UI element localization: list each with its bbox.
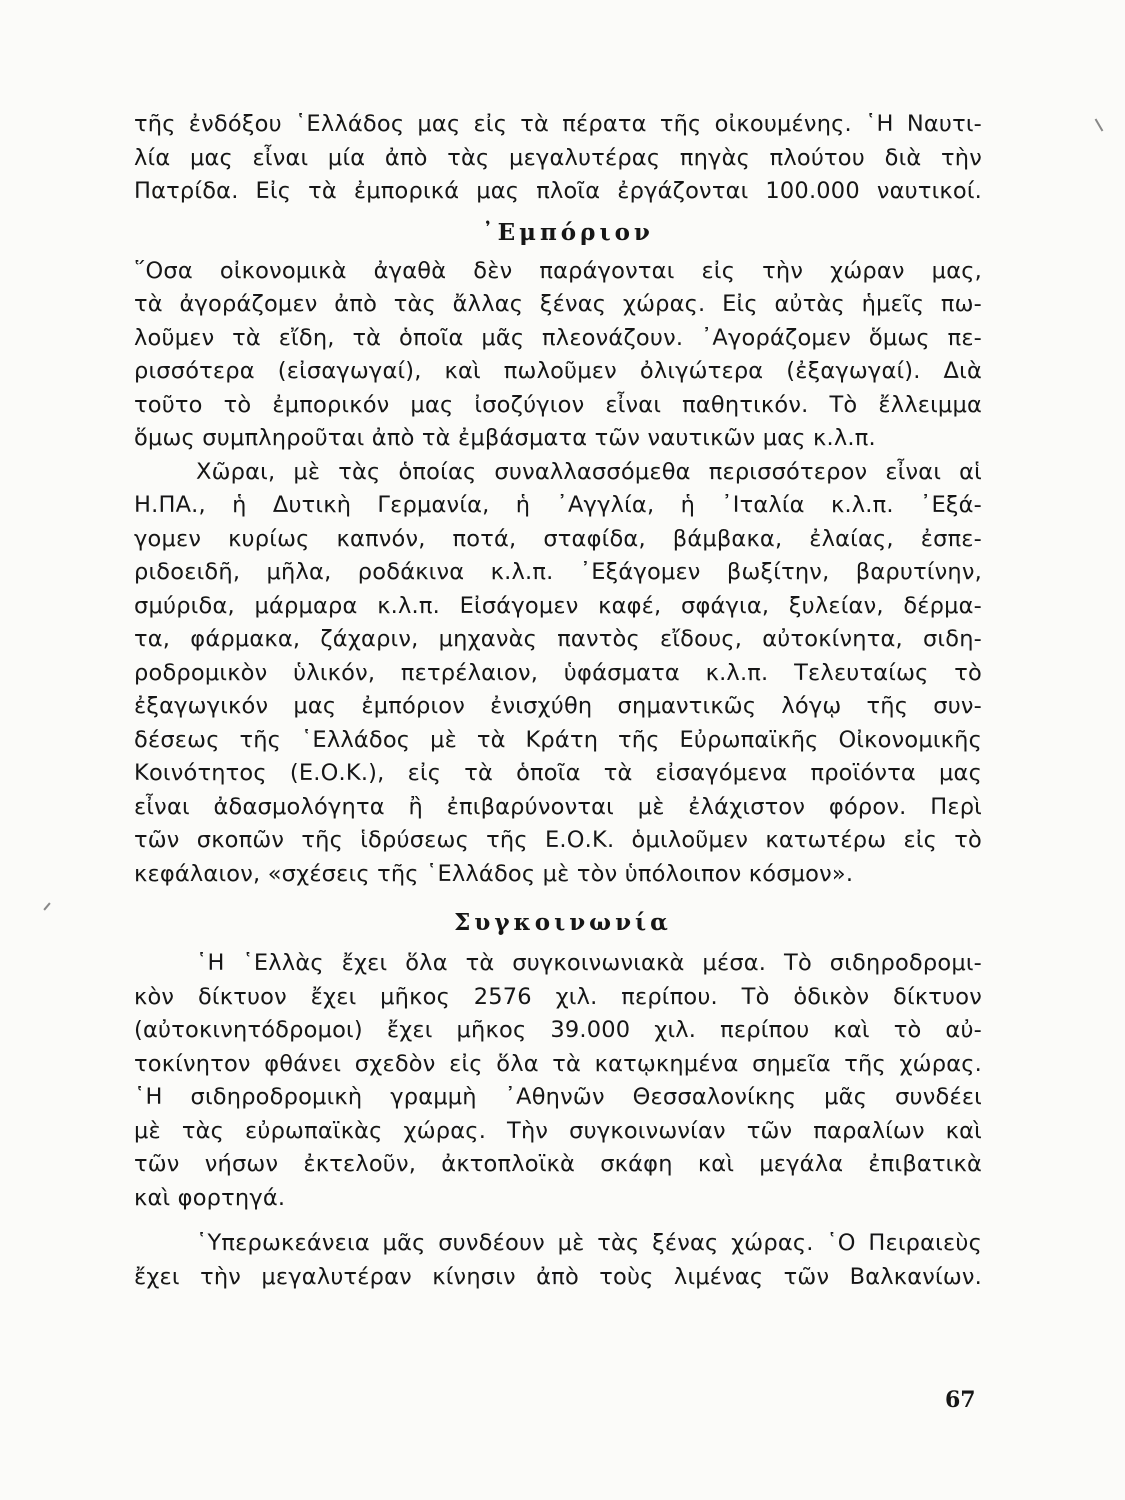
paragraph-shipping — [134, 108, 982, 209]
text-line: σμύριδα, μάρμαρα κ.λ.π. Εἰσάγομεν καφέ, σφάγια, ξυλείαν, δέρμα- — [134, 592, 982, 619]
paragraph-transport-network — [134, 947, 982, 1215]
scan-speck — [1095, 118, 1104, 131]
text-line: τῶν νήσων ἐκτελοῦν, ἀκτοπλοϊκὰ σκάφη καὶ μεγάλα ἐπιβατικὰ — [134, 1151, 982, 1177]
text-line: ρισσότερα (εἰσαγωγαί), καὶ πωλοῦμεν ὀλιγώτερα (ἐξαγωγαί). Διὰ — [134, 358, 982, 384]
scan-speck — [43, 902, 50, 910]
page-body — [134, 108, 982, 1294]
text-line: γομεν κυρίως καπνόν, ποτά, σταφίδα, βάμβακα, ἐλαίας, ἐσπε- — [134, 525, 982, 552]
text-line: ῞Οσα οἰκονομικὰ ἀγαθὰ δὲν παράγονται εἰς τὴν χώραν μας, — [134, 257, 982, 284]
text-line: τοῦτο τὸ ἐμπορικόν μας ἰσοζύγιον εἶναι παθητικόν. Τὸ ἔλλειμμα — [134, 391, 982, 418]
text-line: καὶ φορτηγά. — [134, 1184, 286, 1211]
text-line: τοκίνητον φθάνει σχεδὸν εἰς ὅλα τὰ κατῳκημένα σημεῖα τῆς χώρας. — [134, 1050, 982, 1077]
text-line: ριδοειδῆ, μῆλα, ροδάκινα κ.λ.π. ᾿Εξάγομεν βωξίτην, βαρυτίνην, — [134, 559, 982, 585]
text-line: κεφάλαιον, «σχέσεις τῆς ῾Ελλάδος μὲ τὸν ὑπόλοιπον κόσμον». — [134, 860, 854, 887]
page-number: 67 — [945, 1387, 976, 1413]
text-line: τα, φάρμακα, ζάχαριν, μηχανὰς παντὸς εἴδους, αὐτοκίνητα, σιδη- — [134, 626, 982, 652]
text-line: ὅμως συμπληροῦται ἀπὸ τὰ ἐμβάσματα τῶν ναυτικῶν μας κ.λ.π. — [134, 425, 876, 451]
text-line: λία μας εἶναι μία ἀπὸ τὰς μεγαλυτέρας πηγὰς πλούτου διὰ τὴν — [134, 144, 982, 171]
text-line: δέσεως τῆς ῾Ελλάδος μὲ τὰ Κράτη τῆς Εὐρωπαϊκῆς Οἰκονομικῆς — [134, 726, 982, 753]
text-line: ἐξαγωγικόν μας ἐμπόριον ἐνισχύθη σημαντικῶς λόγῳ τῆς συν- — [134, 693, 982, 719]
text-line: Πατρίδα. Εἰς τὰ ἐμπορικά μας πλοῖα ἐργάζονται 100.000 ναυτικοί. — [134, 178, 982, 204]
paragraph-spacer — [134, 1215, 982, 1227]
text-line: (αὐτοκινητόδρομοι) ἔχει μῆκος 39.000 χιλ. περίπου καὶ τὸ αὐ- — [134, 1017, 982, 1043]
text-line: Η.ΠΑ., ἡ Δυτικὴ Γερμανία, ἡ ᾿Αγγλία, ἡ ᾿Ιταλία κ.λ.π. ᾿Εξά- — [134, 492, 982, 518]
text-line: λοῦμεν τὰ εἴδη, τὰ ὁποῖα μᾶς πλεονάζουν. ᾿Αγοράζομεν ὅμως πε- — [134, 324, 982, 351]
text-line: κὸν δίκτυον ἔχει μῆκος 2576 χιλ. περίπου. Τὸ ὁδικὸν δίκτυον — [134, 983, 982, 1010]
text-line: τὰ ἀγοράζομεν ἀπὸ τὰς ἄλλας ξένας χώρας. Εἰς αὐτὰς ἡμεῖς πω- — [134, 291, 982, 317]
text-line: ῾Υπερωκεάνεια μᾶς συνδέουν μὲ τὰς ξένας χώρας. ῾Ο Πειραιεὺς — [196, 1230, 982, 1256]
text-line: μὲ τὰς εὐρωπαϊκὰς χώρας. Τὴν συγκοινωνίαν τῶν παραλίων καὶ — [134, 1117, 982, 1144]
text-line: ῾Η σιδηροδρομικὴ γραμμὴ ᾿Αθηνῶν Θεσσαλονίκης μᾶς συνδέει — [134, 1084, 982, 1110]
paragraph-trade-partners — [134, 456, 982, 892]
text-line: τῶν σκοπῶν τῆς ἱδρύσεως τῆς Ε.Ο.Κ. ὁμιλοῦμεν κατωτέρω εἰς τὸ — [134, 827, 982, 853]
section-heading-communication: Συγκοινωνία — [454, 909, 672, 936]
text-line: Κοινότητος (Ε.Ο.Κ.), εἰς τὰ ὁποῖα τὰ εἰσαγόμενα προϊόντα μας — [134, 760, 982, 786]
paragraph-trade-balance — [134, 255, 982, 456]
text-line: Χῶραι, μὲ τὰς ὁποίας συναλλασσόμεθα περισσότερον εἶναι αἱ — [196, 458, 982, 485]
text-line: τῆς ἐνδόξου ῾Ελλάδος μας εἰς τὰ πέρατα τῆς οἰκουμένης. ῾Η Ναυτι- — [134, 111, 982, 137]
paragraph-ocean-liners — [134, 1227, 982, 1294]
section-heading-trade: ᾿Εμπόριον — [482, 218, 654, 246]
text-line: ῾Η ῾Ελλὰς ἔχει ὅλα τὰ συγκοινωνιακὰ μέσα. Τὸ σιδηροδρομι- — [196, 950, 982, 976]
text-line: ἔχει τὴν μεγαλυτέραν κίνησιν ἀπὸ τοὺς λιμένας τῶν Βαλκανίων. — [134, 1263, 982, 1290]
text-line: εἶναι ἀδασμολόγητα ἢ ἐπιβαρύνονται μὲ ἐλάχιστον φόρον. Περὶ — [134, 793, 982, 820]
text-line: ροδρομικὸν ὑλικόν, πετρέλαιον, ὑφάσματα κ.λ.π. Τελευταίως τὸ — [134, 659, 982, 686]
